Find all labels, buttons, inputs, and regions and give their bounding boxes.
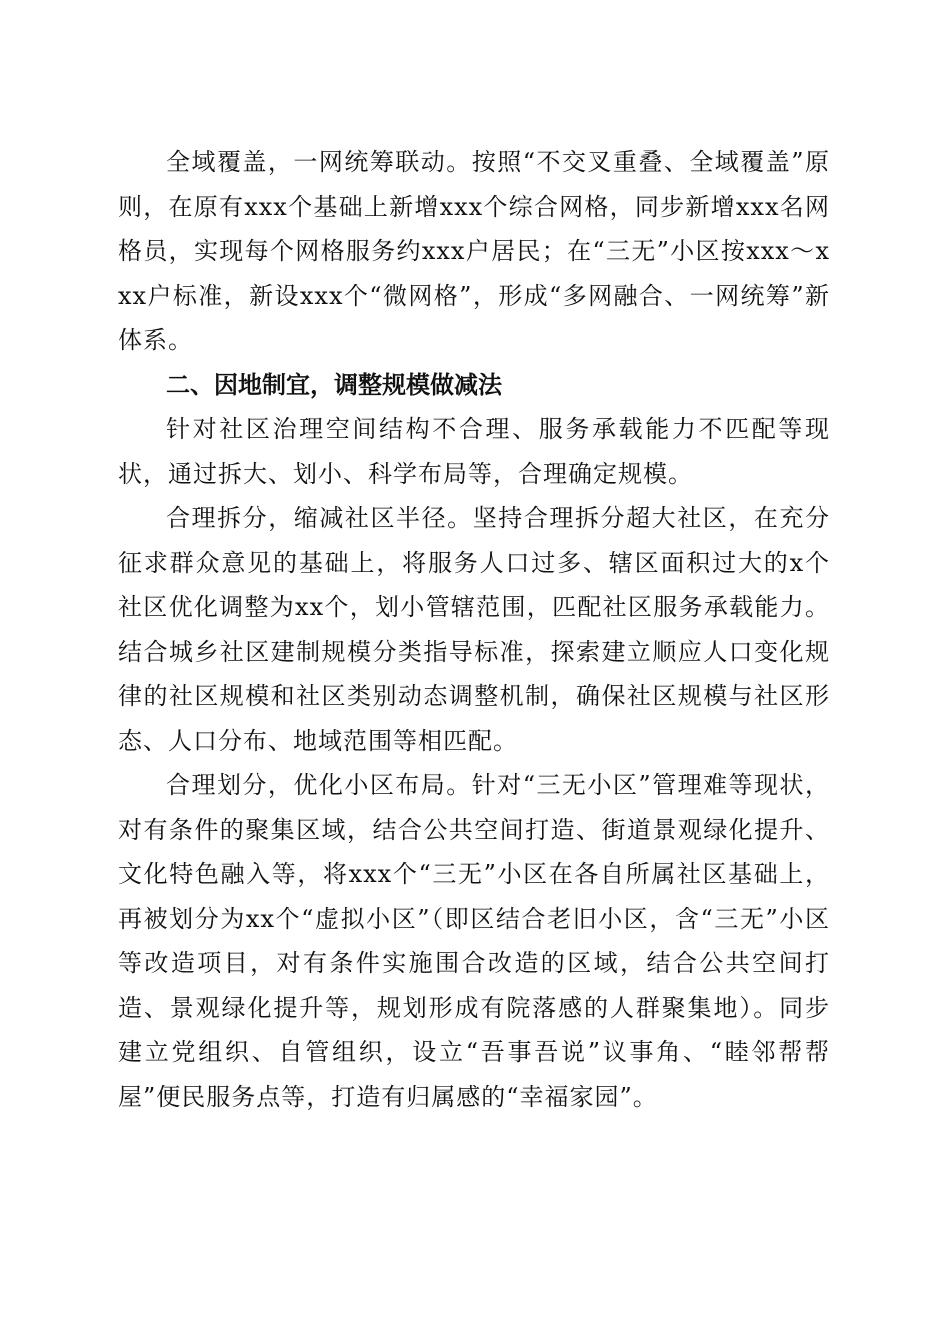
paragraph-scale-intro: 针对社区治理空间结构不合理、服务承载能力不匹配等现状，通过拆大、划小、科学布局等，合理确定规模。 (118, 415, 830, 488)
paragraph-community-split: 合理拆分，缩减社区半径。坚持合理拆分超大社区，在充分征求群众意见的基础上，将服务人口过多、辖区面积过大的x个社区优化调整为xx个，划小管辖范围，匹配社区服务承载能力。结合城乡社区建制规模分类指导标准，探索建立顺应人口变化规律的社区规模和社区类别动态调整机制，确保社区规模与社区形态、人口分布、地域范围等相匹配。 (118, 504, 830, 755)
paragraph-neighborhood-layout: 合理划分，优化小区布局。针对“三无小区”管理难等现状，对有条件的聚集区域，结合公共空间打造、街道景观绿化提升、文化特色融入等，将xxx个“三无”小区在各自所属社区基础上，再被划分为xx个“虚拟小区”（即区结合老旧小区，含“三无”小区等改造项目，对有条件实施围合改造的区域，结合公共空间打造、景观绿化提升等，规划形成有院落感的人群聚集地）。同步建立党组织、自管组织，设立“吾事吾说”议事角、“睦邻帮帮屋”便民服务点等，打造有归属感的“幸福家园”。 (118, 771, 830, 1111)
section-heading-2: 二、因地制宜，调整规模做减法 (166, 370, 502, 399)
paragraph-grid-coverage: 全域覆盖，一网统筹联动。按照“不交叉重叠、全域覆盖”原则，在原有xxx个基础上新增xxx个综合网格，同步新增xxx名网格员，实现每个网格服务约xxx户居民；在“三无”小区按xxx～xxx户标准，新设xxx个“微网格”，形成“多网融合、一网统筹”新体系。 (118, 148, 830, 354)
document-body (118, 140, 830, 1119)
